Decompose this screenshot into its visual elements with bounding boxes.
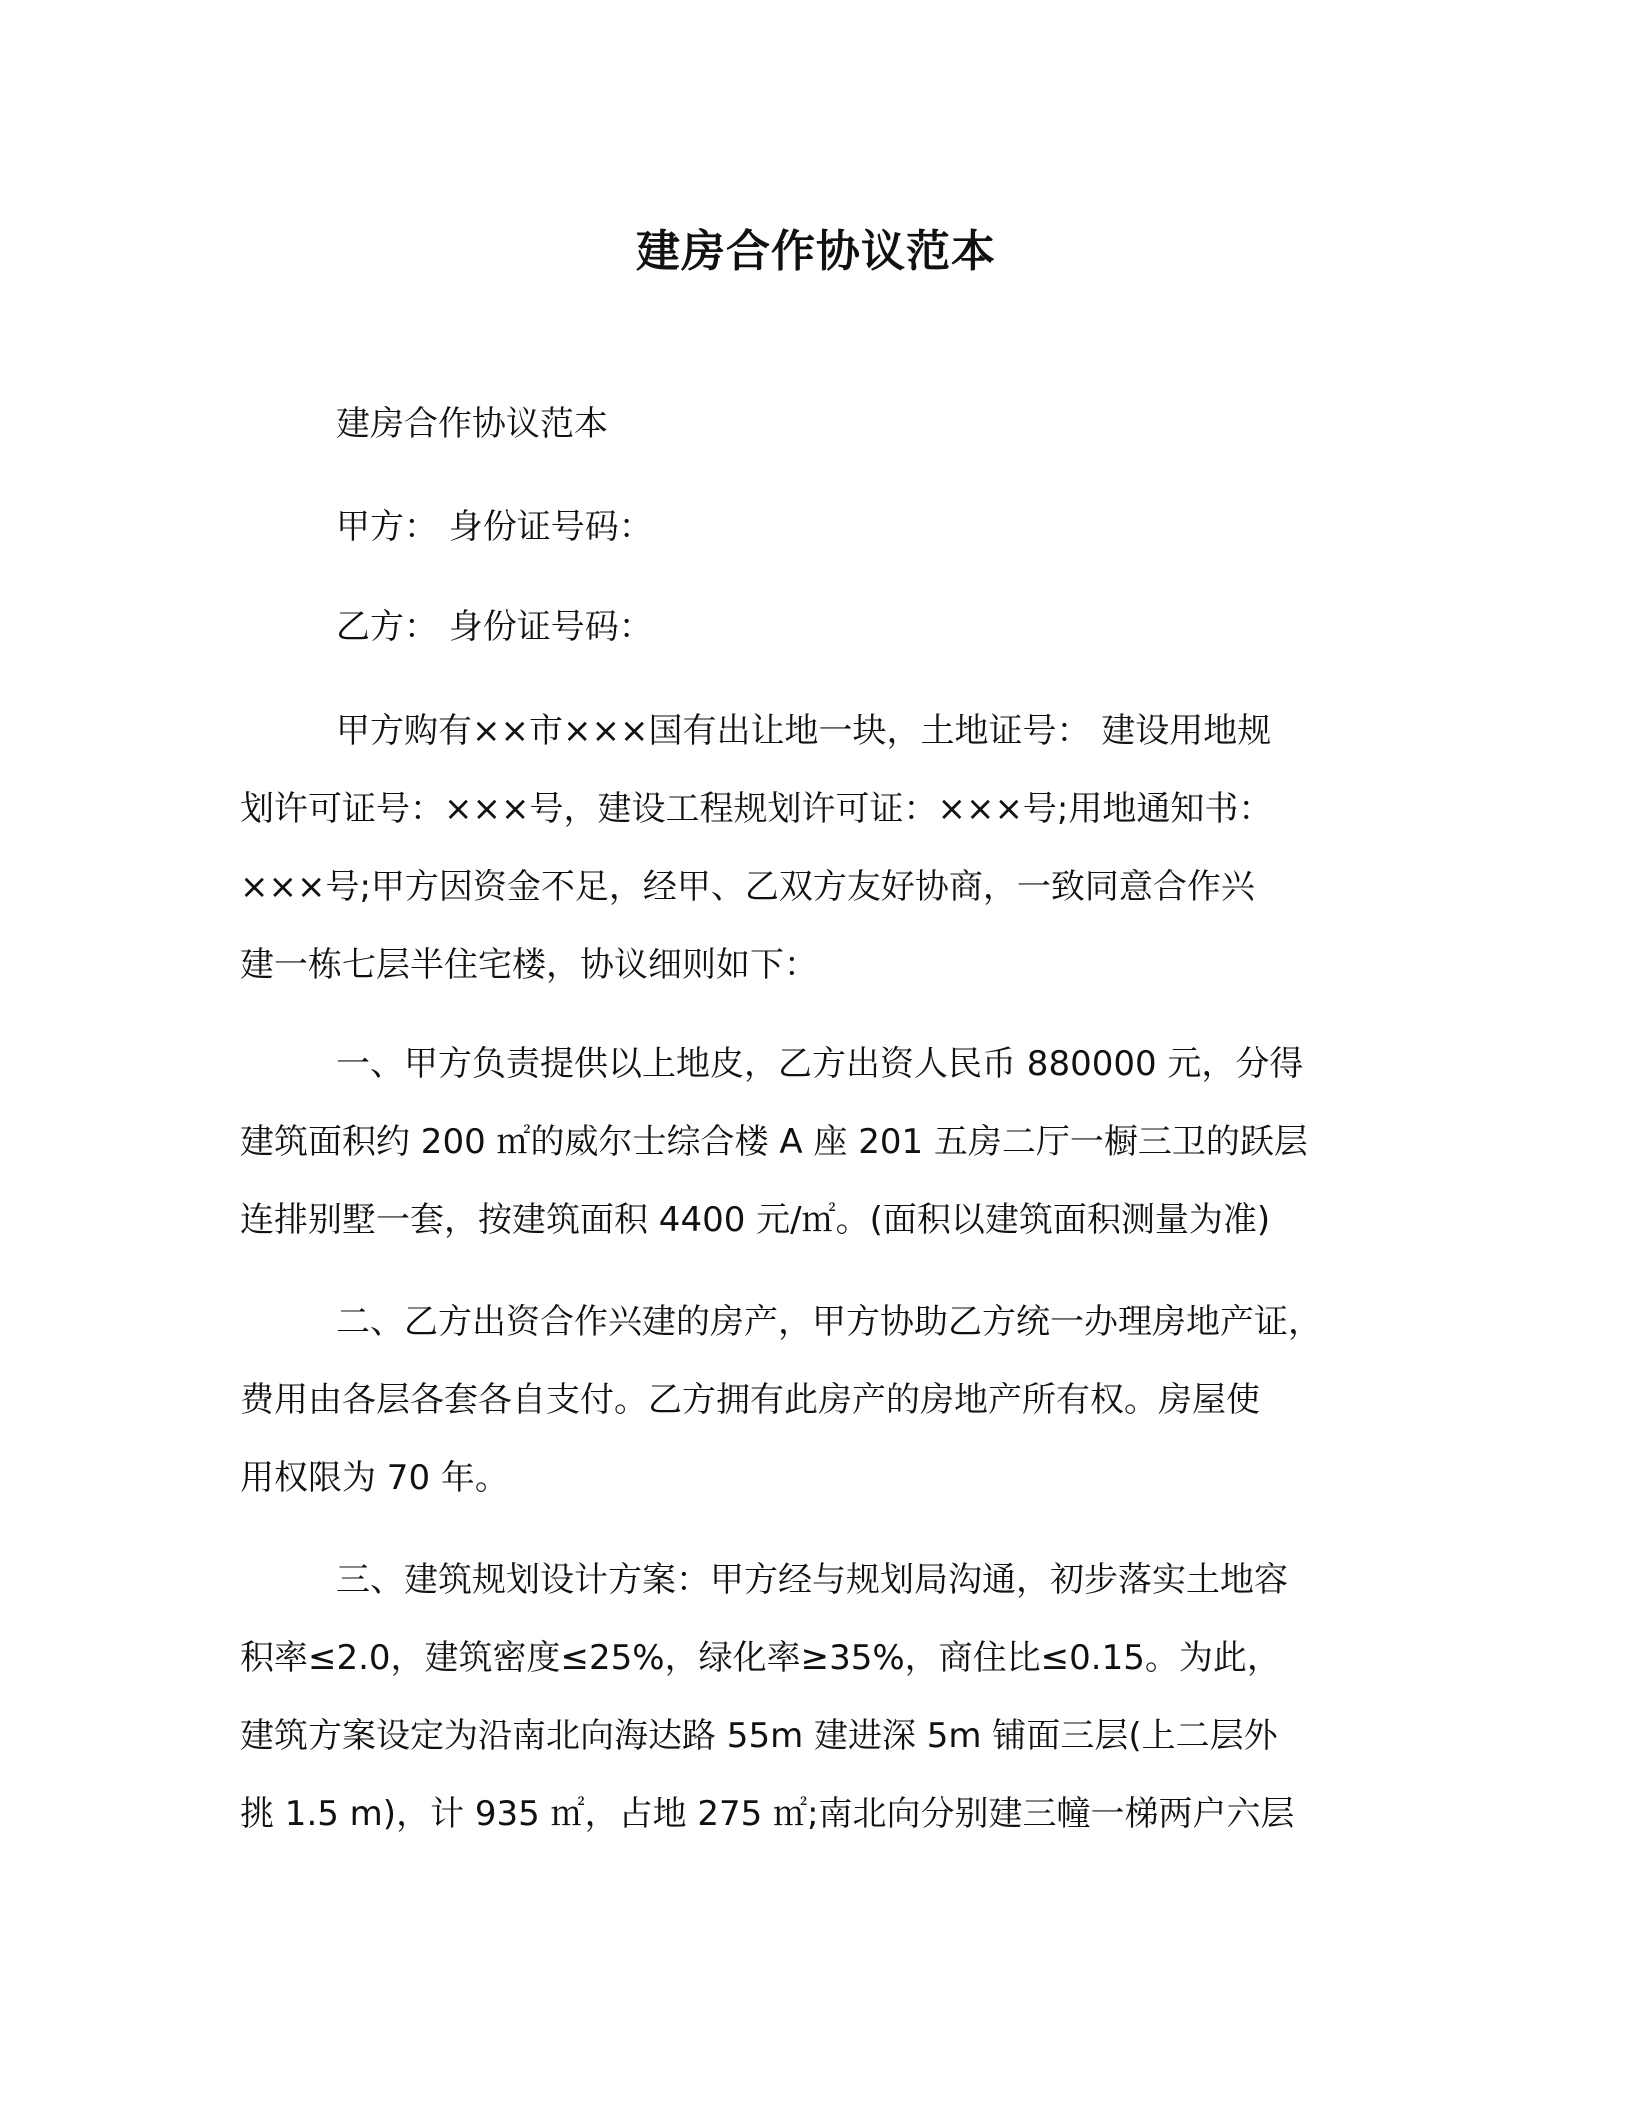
paragraph-clause-2 bbox=[240, 1283, 1390, 1517]
paragraph-line: ×××号;甲方因资金不足，经甲、乙双方友好协商，一致同意合作兴 bbox=[240, 867, 1255, 907]
paragraph-line: 挑 1.5 m)，计 935 ㎡，占地 275 ㎡;南北向分别建三幢一梯两户六层 bbox=[240, 1794, 1295, 1834]
document-title: 建房合作协议范本 bbox=[636, 226, 996, 277]
paragraph-line: 二、乙方出资合作兴建的房产，甲方协助乙方统一办理房地产证， bbox=[336, 1302, 1322, 1342]
party-a-block bbox=[240, 488, 1390, 566]
paragraph-line: 建筑面积约 200 ㎡的威尔士综合楼 A 座 201 五房二厅一橱三卫的跃层 bbox=[240, 1122, 1308, 1162]
paragraph-line: 三、建筑规划设计方案：甲方经与规划局沟通，初步落实土地容 bbox=[336, 1560, 1288, 1600]
party-b-line: 乙方： 身份证号码： bbox=[336, 607, 653, 647]
document-subtitle-block bbox=[240, 385, 1390, 463]
paragraph-line: 划许可证号：×××号，建设工程规划许可证：×××号;用地通知书： bbox=[240, 789, 1273, 829]
paragraph-line: 用权限为 70 年。 bbox=[240, 1458, 509, 1498]
paragraph-clause-3 bbox=[240, 1541, 1390, 1853]
party-b-block bbox=[240, 588, 1390, 666]
paragraph-line: 甲方购有××市×××国有出让地一块，土地证号： 建设用地规 bbox=[336, 711, 1272, 751]
document-subtitle: 建房合作协议范本 bbox=[336, 404, 608, 444]
paragraph-line: 建筑方案设定为沿南北向海达路 55m 建进深 5m 铺面三层(上二层外 bbox=[240, 1716, 1278, 1756]
party-a-line: 甲方： 身份证号码： bbox=[336, 507, 653, 547]
paragraph-line: 连排别墅一套，按建筑面积 4400 元/㎡。(面积以建筑面积测量为准) bbox=[240, 1200, 1271, 1240]
paragraph-line: 一、甲方负责提供以上地皮，乙方出资人民币 880000 元，分得 bbox=[336, 1044, 1304, 1084]
paragraph-intro bbox=[240, 692, 1390, 1004]
paragraph-line: 积率≤2.0，建筑密度≤25%，绿化率≥35%，商住比≤0.15。为此， bbox=[240, 1638, 1281, 1678]
paragraph-clause-1 bbox=[240, 1025, 1390, 1259]
paragraph-line: 建一栋七层半住宅楼，协议细则如下： bbox=[240, 945, 818, 985]
paragraph-line: 费用由各层各套各自支付。乙方拥有此房产的房地产所有权。房屋使 bbox=[240, 1380, 1260, 1420]
